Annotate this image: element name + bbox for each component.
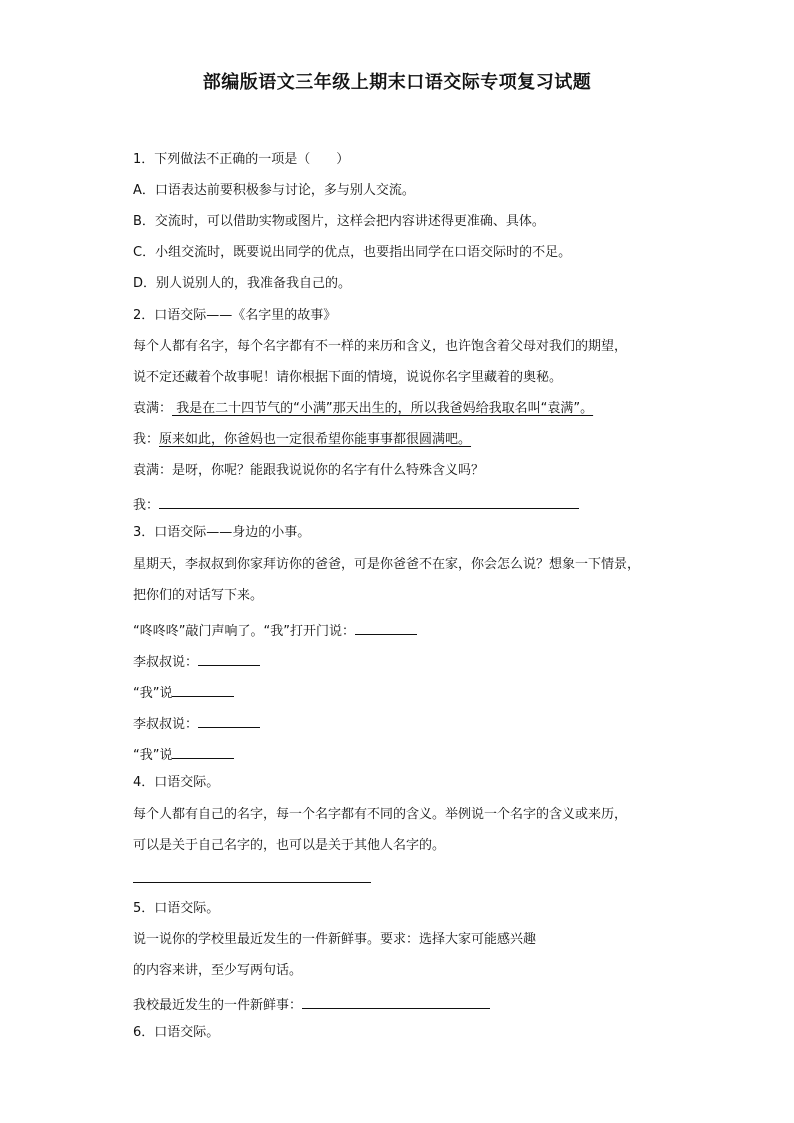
answer-line[interactable]: [133, 882, 371, 883]
q2-dialogue-line-2: [133, 432, 471, 448]
example-answer: 原来如此，你爸妈也一定很希望你能事事都很圆满吧。: [159, 432, 472, 447]
q1-option-c: C．小组交流时，既要说出同学的优点，也要指出同学在口语交际时的不足。: [133, 245, 572, 260]
q3-dialogue-line-4: [133, 713, 260, 733]
answer-prompt: 我校最近发生的一件新鲜事：: [133, 998, 303, 1013]
answer-blank[interactable]: [198, 713, 260, 728]
q3-dialogue-line-3: [133, 682, 234, 702]
q5-stem: 5．口语交际。: [133, 901, 220, 916]
dialogue-prompt: “我”说: [133, 748, 173, 763]
q2-dialogue-line-4: [133, 494, 579, 514]
answer-blank[interactable]: [302, 994, 490, 1009]
answer-blank[interactable]: [172, 682, 234, 697]
answer-blank[interactable]: [355, 620, 417, 635]
dialogue-prompt: 李叔叔说：: [133, 717, 199, 732]
q3-intro-line-1: 星期天，李叔叔到你家拜访你的爸爸，可是你爸爸不在家，你会怎么说？想象一下情景，: [133, 557, 641, 572]
q6-stem: 6．口语交际。: [133, 1025, 220, 1040]
speaker-label: 袁满：: [133, 401, 173, 416]
q4-text-line-2: 可以是关于自己名字的，也可以是关于其他人名字的。: [133, 838, 446, 853]
q4-text-line-1: 每个人都有自己的名字，每一个名字都有不同的含义。举例说一个名字的含义或来历，: [133, 807, 628, 822]
q1-option-a: A．口语表达前要积极参与讨论，多与别人交流。: [133, 183, 415, 198]
q3-intro-line-2: 把你们的对话写下来。: [133, 588, 264, 603]
dialogue-prompt: “咚咚咚”敲门声响了。“我”打开门说：: [133, 624, 355, 639]
q3-dialogue-line-5: [133, 744, 234, 764]
q3-stem: 3．口语交际——身边的小事。: [133, 525, 311, 540]
answer-blank[interactable]: [172, 744, 234, 759]
speaker-label: 我：: [133, 498, 160, 513]
q1-option-d: D．别人说别人的，我准备我自己的。: [133, 276, 352, 291]
q3-dialogue-line-1: [133, 620, 417, 640]
q4-stem: 4．口语交际。: [133, 775, 220, 790]
q5-text-line-2: 的内容来讲，至少写两句话。: [133, 963, 303, 978]
q2-dialogue-line-1: [133, 401, 593, 417]
dialogue-prompt: 李叔叔说：: [133, 655, 199, 670]
q2-intro-line-1: 每个人都有名字，每个名字都有不一样的来历和含义，也许饱含着父母对我们的期望，: [133, 339, 628, 354]
dialogue-prompt: “我”说: [133, 686, 173, 701]
q1-option-b: B．交流时，可以借助实物或图片，这样会把内容讲述得更准确、具体。: [133, 214, 545, 229]
answer-blank[interactable]: [198, 651, 260, 666]
q1-stem: 1．下列做法不正确的一项是（ ）: [133, 152, 350, 167]
q2-stem: 2．口语交际——《名字里的故事》: [133, 308, 337, 323]
q2-intro-line-2: 说不定还藏着个故事呢！请你根据下面的情境，说说你名字里藏着的奥秘。: [133, 370, 563, 385]
speaker-label: 我：: [133, 432, 160, 447]
answer-blank[interactable]: [159, 494, 579, 509]
document-title: 部编版语文三年级上期末口语交际专项复习试题: [202, 72, 592, 93]
q5-answer-line: [133, 994, 490, 1014]
example-answer: 我是在二十四节气的“小满”那天出生的，所以我爸妈给我取名叫“袁满”。: [172, 401, 594, 416]
q3-dialogue-line-2: [133, 651, 260, 671]
q2-dialogue-line-3: 袁满：是呀，你呢？能跟我说说你的名字有什么特殊含义吗？: [133, 463, 485, 478]
q5-text-line-1: 说一说你的学校里最近发生的一件新鲜事。要求：选择大家可能感兴趣: [133, 932, 537, 947]
